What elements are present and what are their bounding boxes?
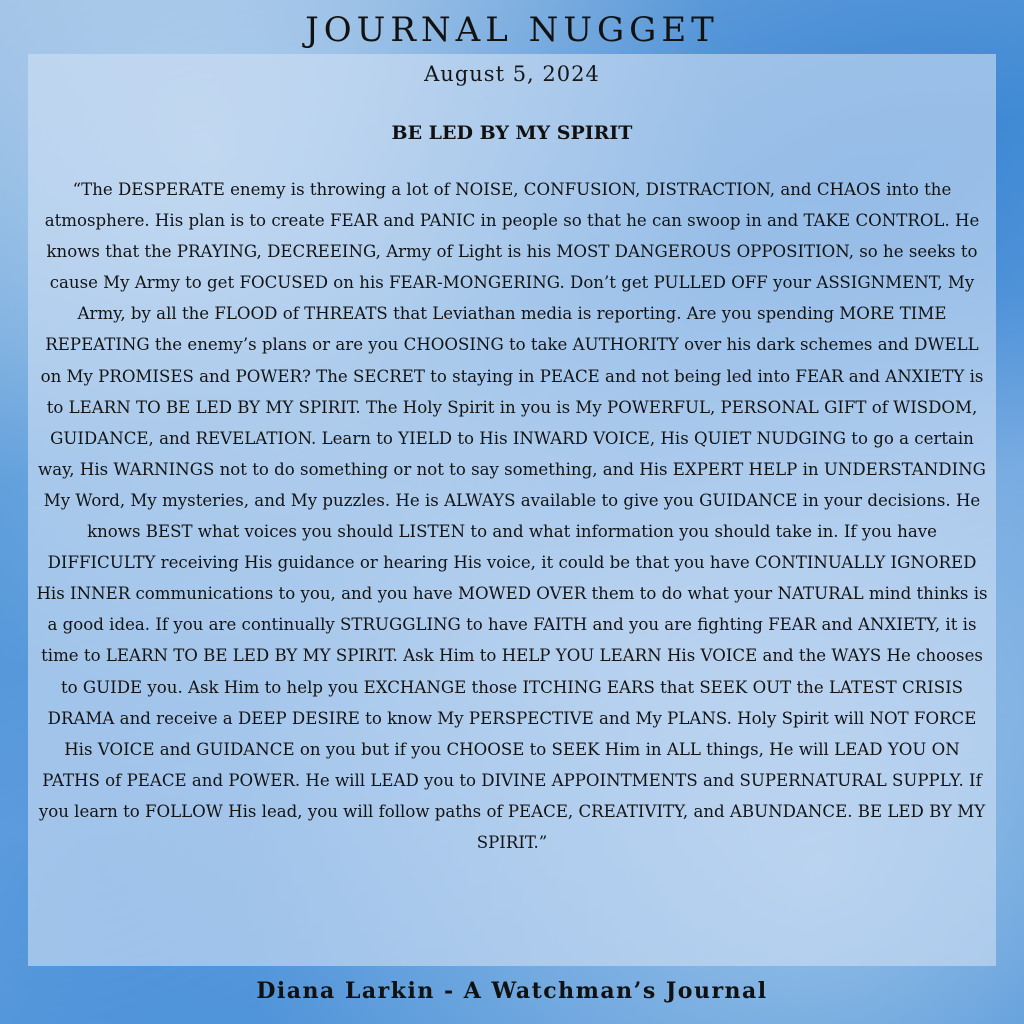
entry-heading: BE LED BY MY SPIRIT — [391, 122, 633, 144]
entry-body: “The DESPERATE enemy is throwing a lot of NOISE, CONFUSION, DISTRACTION, and CHAOS into the atmosphere. His plan is to create FEAR and PANIC in people so that he can swoop in and TAKE CONTROL. He knows that the PRAYING, DECREEING, Army of Light is his MOST DANGEROUS OPPOSITION, so he seeks to cause My Army to get FOCUSED on his FEAR-MONGERING. Don’t get PULLED OFF your ASSIGNMENT, My Army, by all the FLOOD of THREATS that Leviathan media is reporting. Are you spending MORE TIME REPEATING the enemy’s plans or are you CHOOSING to take AUTHORITY over his dark schemes and DWELL on My PROMISES and POWER? The SECRET to staying in PEACE and not being led into FEAR and ANXIETY is to LEARN TO BE LED BY MY SPIRIT. The Holy Spirit in you is My POWERFUL, PERSONAL GIFT of WISDOM, GUIDANCE, and REVELATION. Learn to YIELD to His INWARD VOICE, His QUIET NUDGING to go a certain way, His WARNINGS not to do something or not to say something, and His EXPERT HELP in UNDERSTANDING My Word, My mysteries, and My puzzles. He is ALWAYS available to give you GUIDANCE in your decisions. He knows BEST what voices you should LISTEN to and what information you should take in. If you have DIFFICULTY receiving His guidance or hearing His voice, it could be that you have CONTINUALLY IGNORED His INNER communications to you, and you have MOWED OVER them to do what your NATURAL mind thinks is a good idea. If you are continually STRUGGLING to have FAITH and you are fighting FEAR and ANXIETY, it is time to LEARN TO BE LED BY MY SPIRIT. Ask Him to HELP YOU LEARN His VOICE and the WAYS He chooses to GUIDE you. Ask Him to help you EXCHANGE those ITCHING EARS that SEEK OUT the LATEST CRISIS DRAMA and receive a DEEP DESIRE to know My PERSPECTIVE and My PLANS. Holy Spirit will NOT FORCE His VOICE and GUIDANCE on you but if you CHOOSE to SEEK Him in ALL things, He will LEAD YOU ON PATHS of PEACE and POWER. He will LEAD you to DIVINE APPOINTMENTS and SUPERNATURAL SUPPLY. If you learn to FOLLOW His lead, you will follow paths of PEACE, CREATIVITY, and ABUNDANCE. BE LED BY MY SPIRIT.” — [36, 180, 988, 852]
page-title: JOURNAL NUGGET — [305, 10, 719, 50]
entry-date: August 5, 2024 — [424, 62, 600, 86]
attribution: Diana Larkin - A Watchman’s Journal — [256, 978, 768, 1004]
